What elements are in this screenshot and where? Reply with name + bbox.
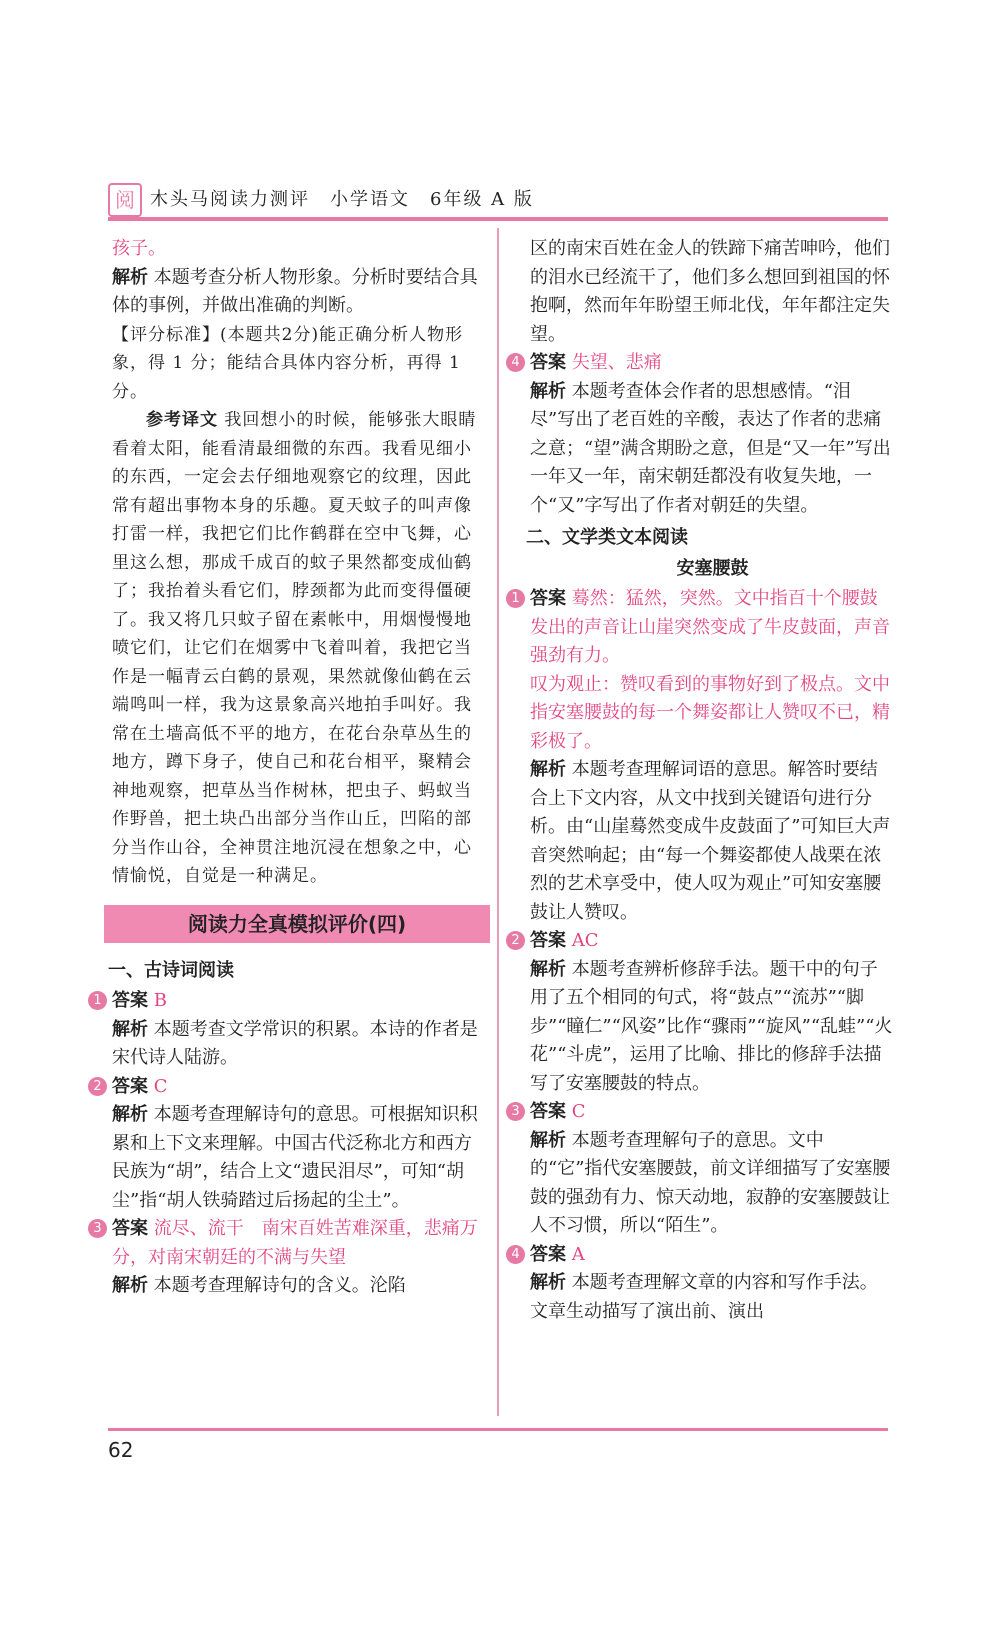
analysis-label: 解析 [112, 266, 148, 288]
analysis-label: 解析 [530, 759, 566, 780]
header-rule [108, 217, 888, 221]
q1-answer [93, 987, 482, 1016]
answer-value: 流尽、流干 南宋百姓苦难深重，悲痛万分，对南宋朝廷的不满与失望 [112, 1218, 478, 1268]
analysis-text: 本题考查理解词语的意思。解答时要结合上下文内容，从文中找到关键语句进行分析。由“山崖蓦然变成牛皮鼓面了”可知巨大声音突然响起；由“每一个舞姿都使人战栗在浓烈的艺术享受中，使人叹为观止”可知安塞腰鼓让人赞叹。 [530, 759, 891, 923]
q3-analysis [112, 1272, 482, 1301]
answer-value: 失望、悲痛 [571, 352, 662, 373]
analysis-text: 本题考查文学常识的积累。本诗的作者是宋代诗人陆游。 [112, 1018, 478, 1068]
analysis-text: 本题考查分析人物形象。分析时要结合具体的事例，并做出准确的判断。 [112, 266, 478, 316]
test-banner: 阅读力全真模拟评价(四) [104, 905, 490, 943]
question-number-2-icon: 2 [506, 931, 525, 950]
a1-answer-second: 叹为观止：赞叹看到的事物好到了极点。文中指安塞腰鼓的每一个舞姿都让人赞叹不已，精彩极了。 [530, 673, 890, 752]
answer-label: 答案 [530, 352, 566, 373]
q2-answer [93, 1073, 482, 1102]
question-number-3-icon: 3 [506, 1102, 525, 1121]
question-number-4-icon: 4 [506, 353, 525, 372]
answer-label: 答案 [530, 930, 566, 951]
answer-label: 答案 [112, 1218, 148, 1239]
analysis-text: 本题考查体会作者的思想感情。“泪尽”写出了老百姓的辛酸，表达了作者的悲痛之意；“望”满含期盼之意，但是“又一年”写出一年又一年，南宋朝廷都没有收复失地，一个“又”字写出了作者对朝廷的失望。 [530, 380, 891, 516]
analysis-text: 本题考查理解诗句的含义。沦陷 [153, 1275, 406, 1296]
a3-analysis [530, 1127, 895, 1241]
series-logo-icon: 阅 [108, 183, 142, 217]
a2-analysis [530, 956, 895, 1099]
analysis-label: 解析 [530, 1129, 566, 1151]
answer-label: 答案 [530, 1101, 566, 1122]
answer-value: C [571, 1101, 586, 1122]
answer-label: 答案 [530, 1243, 566, 1265]
article-title: 安塞腰鼓 [676, 557, 749, 579]
right-column [511, 235, 895, 1326]
analysis-label: 解析 [112, 1275, 148, 1296]
q1-analysis [112, 1016, 482, 1073]
running-header: 木头马阅读力测评 小学语文 6年级 A 版 [150, 189, 534, 210]
analysis-text: 本题考查理解文章的内容和写作手法。文章生动描写了演出前、演出 [530, 1272, 878, 1322]
left-column [93, 235, 482, 1301]
q4-answer [511, 349, 895, 378]
translation-label: 参考译文 [146, 410, 218, 430]
answer-value: AC [571, 930, 599, 951]
answer-label: 答案 [112, 990, 148, 1011]
answer-label: 答案 [530, 588, 566, 609]
a4-answer [511, 1241, 895, 1270]
section-heading-poetry: 一、古诗词阅读 [108, 959, 234, 981]
column-divider [497, 228, 499, 1416]
q3-answer [93, 1215, 482, 1272]
answer-label: 答案 [112, 1075, 148, 1097]
analysis-label: 解析 [530, 1272, 566, 1293]
footer-rule [108, 1428, 888, 1431]
analysis-text: 本题考查理解句子的意思。文中的“它”指代安塞腰鼓，前文详细描写了安塞腰鼓的强劲有力、惊天动地，寂静的安塞腰鼓让人不习惯，所以“陌生”。 [530, 1129, 891, 1236]
answer-value: B [153, 990, 167, 1011]
answer-value: A [571, 1243, 585, 1265]
question-number-2-icon: 2 [88, 1077, 107, 1096]
question-number-1-icon: 1 [506, 589, 525, 608]
analysis-text: 本题考查理解诗句的意思。可根据知识积累和上下文来理解。中国古代泛称北方和西方民族为“胡”，结合上文“遗民泪尽”，可知“胡尘”指“胡人铁骑踏过后扬起的尘土”。 [112, 1104, 478, 1211]
analysis-block [112, 264, 482, 321]
analysis-label: 解析 [530, 380, 566, 402]
analysis-label: 解析 [112, 1104, 148, 1125]
a4-analysis [530, 1269, 895, 1326]
translation-text: 我回想小的时候，能够张大眼睛看着太阳，能看清最细微的东西。我看见细小的东西，一定会去仔细地观察它的纹理，因此常有超出事物本身的乐趣。夏天蚊子的叫声像打雷一样，我把它们比作鹤群在空中飞舞，心里这么想，那成千成百的蚊子果然都变成仙鹤了；我抬着头看它们，脖颈都为此而变得僵硬了。我又将几只蚊子留在素帐中，用烟慢慢地喷它们，让它们在烟雾中飞着叫着，我把它当作是一幅青云白鹤的景观，果然就像仙鹤在云端鸣叫一样，我为这景象高兴地拍手叫好。我常在土墙高低不平的地方，在花台杂草丛生的地方，蹲下身子，使自己和花台相平，聚精会神地观察，把草丛当作树林，把虫子、蚂蚁当作野兽，把土块凸出部分当作山丘，凹陷的部分当作山谷，全神贯注地沉浸在想象之中，心情愉悦，自觉是一种满足。 [112, 410, 477, 886]
scoring-standard: 【评分标准】(本题共2分)能正确分析人物形象，得 1 分；能结合具体内容分析，再得 1 分。 [112, 324, 464, 402]
analysis-label: 解析 [530, 958, 566, 980]
section-heading-literary: 二、文学类文本阅读 [526, 527, 688, 548]
a2-answer [511, 927, 895, 956]
question-number-1-icon: 1 [88, 991, 107, 1010]
analysis-text: 本题考查辨析修辞手法。题干中的句子用了五个相同的句式，将“鼓点”“流苏”“脚步”“瞳仁”“风姿”比作“骤雨”“旋风”“乱蛙”“火花”“斗虎”，运用了比喻、排比的修辞手法描写了安塞腰鼓的特点。 [530, 958, 893, 1094]
q2-analysis [112, 1101, 482, 1215]
q3-analysis-continued: 区的南宋百姓在金人的铁蹄下痛苦呻吟，他们的泪水已经流干了，他们多么想回到祖国的怀抱啊，然而年年盼望王师北伐，年年都注定失望。 [530, 238, 890, 345]
prev-answer-tail: 孩子。 [112, 238, 166, 259]
a1-answer [511, 585, 895, 671]
answer-value: 蓦然：猛然，突然。文中指百十个腰鼓发出的声音让山崖突然变成了牛皮鼓面，声音强劲有力。 [530, 588, 890, 666]
a1-analysis [530, 756, 895, 927]
a3-answer [511, 1098, 895, 1127]
page-number: 62 [108, 1438, 134, 1462]
analysis-label: 解析 [112, 1018, 148, 1040]
q4-analysis [530, 378, 895, 521]
question-number-3-icon: 3 [88, 1219, 107, 1238]
answer-value: C [153, 1075, 168, 1097]
reference-translation [112, 406, 482, 891]
question-number-4-icon: 4 [506, 1245, 525, 1264]
